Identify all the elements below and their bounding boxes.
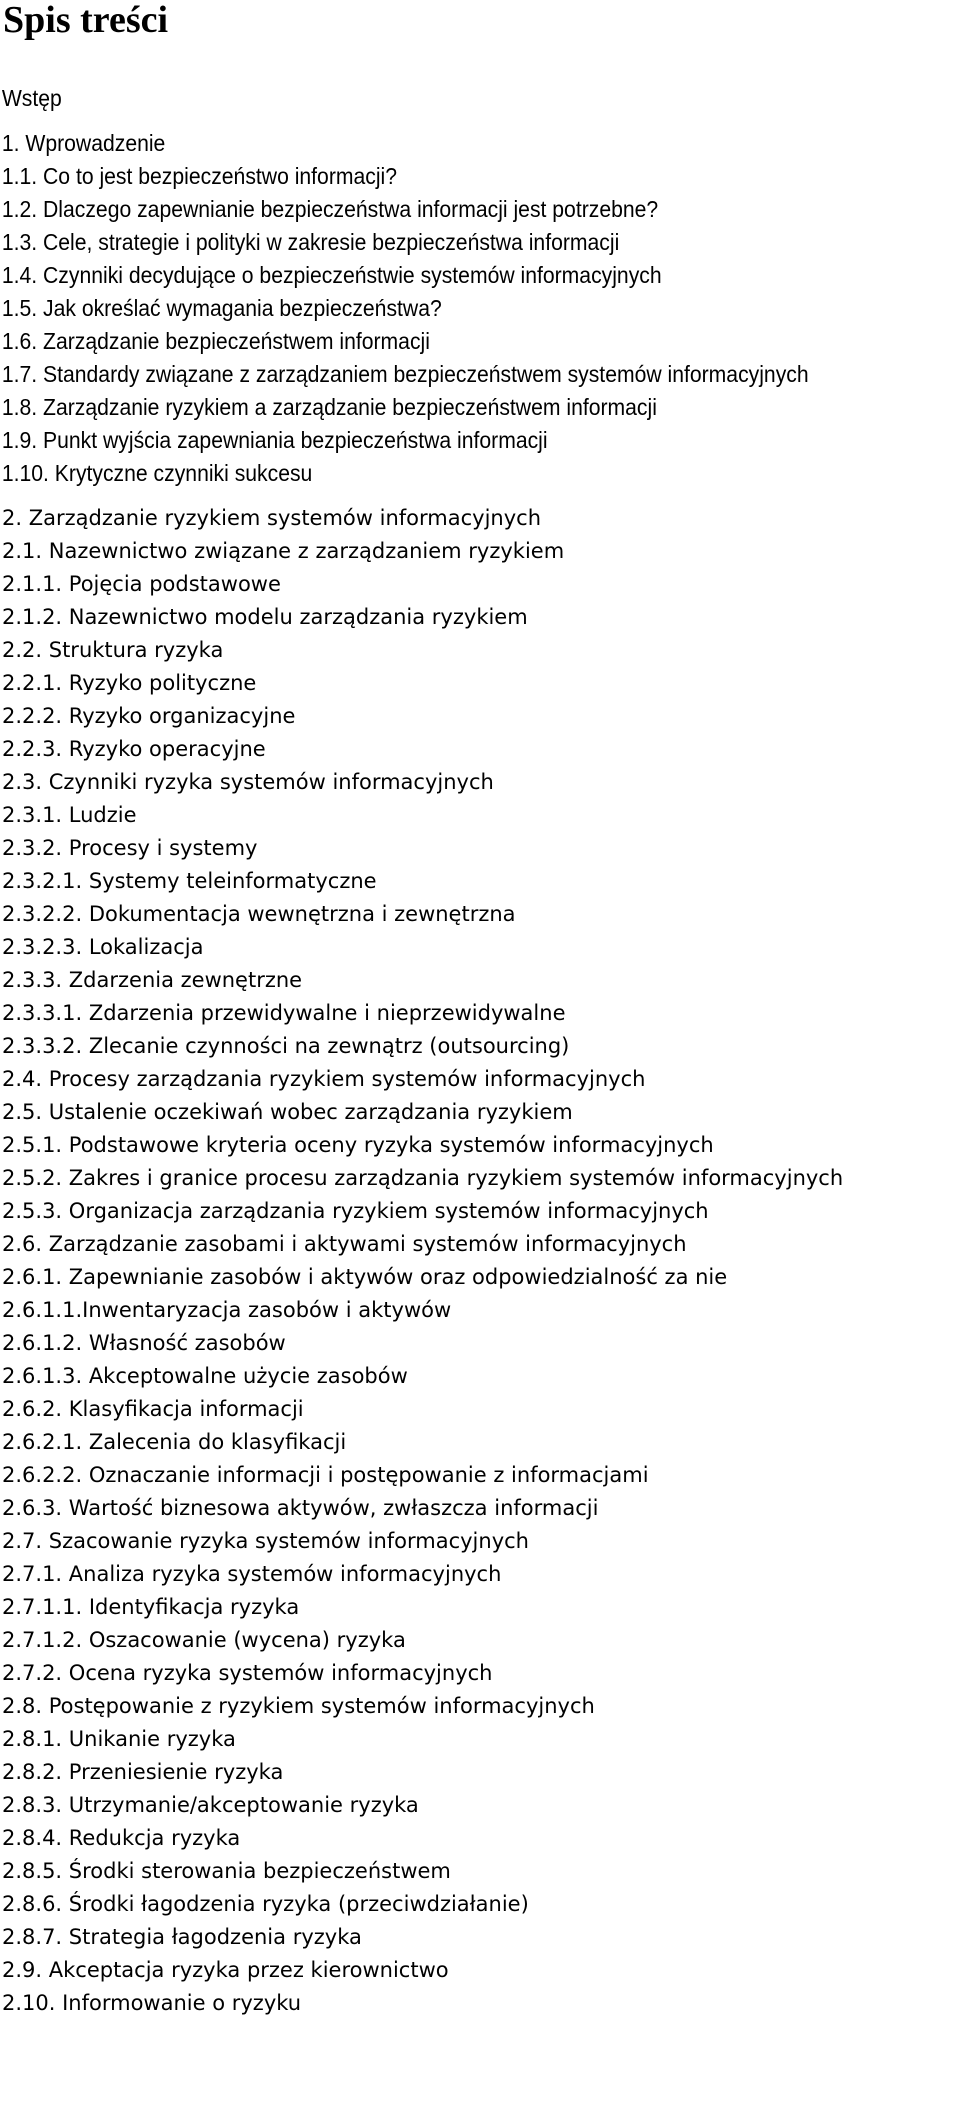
toc-item <box>0 1162 960 1195</box>
toc-entry: 1.2. Dlaczego zapewnianie bezpieczeństwa informacji jest potrzebne? <box>1 196 659 222</box>
toc-entry: 2.7. Szacowanie ryzyka systemów informacyjnych <box>2 1529 529 1553</box>
toc-item <box>0 1657 960 1690</box>
toc-entry: 2.10. Informowanie o ryzyku <box>2 1991 302 2015</box>
toc-item <box>0 1987 960 2020</box>
toc-entry: 2.5. Ustalenie oczekiwań wobec zarządzania ryzykiem <box>2 1100 573 1124</box>
toc-item <box>0 292 960 325</box>
toc-entry: 1.8. Zarządzanie ryzykiem a zarządzanie bezpieczeństwem informacji <box>1 394 657 420</box>
toc-item <box>0 1789 960 1822</box>
toc-item <box>0 457 960 490</box>
toc-item <box>0 1459 960 1492</box>
toc-entry: 2.5.1. Podstawowe kryteria oceny ryzyka systemów informacyjnych <box>2 1133 714 1157</box>
toc-entry: 2.3.3.1. Zdarzenia przewidywalne i nieprzewidywalne <box>2 1001 566 1025</box>
toc-intro <box>0 82 960 115</box>
toc-entry: 2.6.2.2. Oznaczanie informacji i postępowanie z informacjami <box>2 1463 649 1487</box>
toc-chapter-2 <box>0 502 960 2020</box>
toc-entry: 1.4. Czynniki decydujące o bezpieczeństwie systemów informacyjnych <box>1 262 662 288</box>
toc-item <box>0 535 960 568</box>
toc-entry: 2.8.5. Środki sterowania bezpieczeństwem <box>2 1859 451 1883</box>
toc-item <box>0 1690 960 1723</box>
toc-entry: 2.6. Zarządzanie zasobami i aktywami systemów informacyjnych <box>2 1232 687 1256</box>
toc-item <box>0 391 960 424</box>
toc-item <box>0 1096 960 1129</box>
toc-item <box>0 634 960 667</box>
toc-entry: 2.8.2. Przeniesienie ryzyka <box>2 1760 284 1784</box>
toc-entry: 2.6.1.3. Akceptowalne użycie zasobów <box>2 1364 408 1388</box>
toc-entry: Wstęp <box>1 85 62 111</box>
toc-item <box>0 700 960 733</box>
toc-item <box>0 424 960 457</box>
toc-entry: 2.8.4. Redukcja ryzyka <box>2 1826 241 1850</box>
toc-item <box>0 1129 960 1162</box>
toc-item <box>0 568 960 601</box>
toc-entry: 2.3.1. Ludzie <box>2 803 137 827</box>
toc-item <box>0 259 960 292</box>
toc-item <box>0 1525 960 1558</box>
toc-entry: 2.8.6. Środki łagodzenia ryzyka (przeciwdziałanie) <box>2 1892 529 1916</box>
toc-item <box>0 1228 960 1261</box>
toc-item <box>0 799 960 832</box>
toc-item <box>0 325 960 358</box>
toc-chapter-1 <box>0 127 960 490</box>
toc-entry: 2.3.2. Procesy i systemy <box>2 836 258 860</box>
toc-entry: 1.5. Jak określać wymagania bezpieczeństwa? <box>1 295 442 321</box>
toc-item <box>0 1723 960 1756</box>
toc-entry: 2.6.1.1.Inwentaryzacja zasobów i aktywów <box>2 1298 452 1322</box>
toc-entry: 1.9. Punkt wyjścia zapewniania bezpieczeństwa informacji <box>1 427 548 453</box>
toc-entry: 2.8. Postępowanie z ryzykiem systemów informacyjnych <box>2 1694 595 1718</box>
toc-item <box>0 1426 960 1459</box>
toc-item <box>0 1393 960 1426</box>
toc-item <box>0 160 960 193</box>
toc-item <box>0 1030 960 1063</box>
toc-entry: 2.5.2. Zakres i granice procesu zarządzania ryzykiem systemów informacyjnych <box>2 1166 844 1190</box>
toc-entry: 2.2.3. Ryzyko operacyjne <box>2 737 266 761</box>
toc-entry: 2.3.2.3. Lokalizacja <box>2 935 204 959</box>
toc-entry: 2.3.2.1. Systemy teleinformatyczne <box>2 869 377 893</box>
page-title: Spis treści <box>3 0 169 41</box>
toc-item <box>0 1360 960 1393</box>
toc-entry: 2.3. Czynniki ryzyka systemów informacyjnych <box>2 770 494 794</box>
toc-item <box>0 1261 960 1294</box>
toc-item <box>0 1294 960 1327</box>
toc-item <box>0 358 960 391</box>
toc-item <box>0 898 960 931</box>
toc-entry: 2.1.1. Pojęcia podstawowe <box>2 572 281 596</box>
toc-entry: 2.6.3. Wartość biznesowa aktywów, zwłaszcza informacji <box>2 1496 599 1520</box>
toc-item <box>0 1822 960 1855</box>
toc-chapter-1-list <box>0 127 960 490</box>
toc-item <box>0 502 960 535</box>
toc-entry: 2.6.1.2. Własność zasobów <box>2 1331 286 1355</box>
toc-item <box>0 127 960 160</box>
toc-entry: 2.1.2. Nazewnictwo modelu zarządzania ryzykiem <box>2 605 528 629</box>
toc-item <box>0 865 960 898</box>
toc-item <box>0 1591 960 1624</box>
toc-entry: 2.6.1. Zapewnianie zasobów i aktywów oraz odpowiedzialność za nie <box>2 1265 728 1289</box>
toc-item <box>0 832 960 865</box>
toc-entry: 1. Wprowadzenie <box>1 130 166 156</box>
toc-item <box>0 193 960 226</box>
toc-entry: 1.6. Zarządzanie bezpieczeństwem informacji <box>1 328 430 354</box>
toc-item <box>0 667 960 700</box>
toc-entry: 2.7.1.1. Identyfikacja ryzyka <box>2 1595 300 1619</box>
toc-entry: 2.8.7. Strategia łagodzenia ryzyka <box>2 1925 362 1949</box>
toc-item <box>0 1954 960 1987</box>
toc-entry: 1.7. Standardy związane z zarządzaniem bezpieczeństwem systemów informacyjnych <box>1 361 809 387</box>
toc-entry: 2.7.2. Ocena ryzyka systemów informacyjnych <box>2 1661 493 1685</box>
toc-item <box>0 1063 960 1096</box>
toc-entry: 2.8.3. Utrzymanie/akceptowanie ryzyka <box>2 1793 419 1817</box>
table-of-contents <box>0 82 960 2020</box>
toc-entry: 2.2.1. Ryzyko polityczne <box>2 671 257 695</box>
toc-entry: 2.4. Procesy zarządzania ryzykiem systemów informacyjnych <box>2 1067 646 1091</box>
toc-entry: 2.6.2. Klasyfikacja informacji <box>2 1397 304 1421</box>
toc-item <box>0 1921 960 1954</box>
toc-entry: 2.7.1. Analiza ryzyka systemów informacyjnych <box>2 1562 502 1586</box>
toc-entry: 2.9. Akceptacja ryzyka przez kierownictwo <box>2 1958 449 1982</box>
toc-entry: 2.2.2. Ryzyko organizacyjne <box>2 704 296 728</box>
toc-item <box>0 1195 960 1228</box>
toc-item <box>0 931 960 964</box>
toc-item <box>0 997 960 1030</box>
toc-entry: 2.3.2.2. Dokumentacja wewnętrzna i zewnętrzna <box>2 902 516 926</box>
toc-entry: 2.3.3. Zdarzenia zewnętrzne <box>2 968 303 992</box>
toc-item <box>0 1756 960 1789</box>
toc-item <box>0 1558 960 1591</box>
toc-item <box>0 1492 960 1525</box>
toc-item <box>0 226 960 259</box>
toc-item <box>0 1327 960 1360</box>
toc-item <box>0 601 960 634</box>
toc-item <box>0 1855 960 1888</box>
toc-entry: 2.7.1.2. Oszacowanie (wycena) ryzyka <box>2 1628 406 1652</box>
toc-entry: 2.3.3.2. Zlecanie czynności na zewnątrz (outsourcing) <box>2 1034 570 1058</box>
toc-entry: 2. Zarządzanie ryzykiem systemów informacyjnych <box>2 506 542 530</box>
toc-entry: 1.3. Cele, strategie i polityki w zakresie bezpieczeństwa informacji <box>1 229 620 255</box>
toc-entry: 2.1. Nazewnictwo związane z zarządzaniem ryzykiem <box>2 539 565 563</box>
toc-entry: 1.10. Krytyczne czynniki sukcesu <box>1 460 313 486</box>
toc-entry: 2.2. Struktura ryzyka <box>2 638 224 662</box>
toc-chapter-2-list <box>0 502 960 2020</box>
toc-item <box>0 766 960 799</box>
toc-item <box>0 964 960 997</box>
toc-entry: 1.1. Co to jest bezpieczeństwo informacji? <box>1 163 398 189</box>
toc-entry: 2.5.3. Organizacja zarządzania ryzykiem systemów informacyjnych <box>2 1199 709 1223</box>
toc-item <box>0 1888 960 1921</box>
toc-entry: 2.8.1. Unikanie ryzyka <box>2 1727 236 1751</box>
toc-entry: 2.6.2.1. Zalecenia do klasyfikacji <box>2 1430 347 1454</box>
toc-item <box>0 733 960 766</box>
toc-item <box>0 1624 960 1657</box>
